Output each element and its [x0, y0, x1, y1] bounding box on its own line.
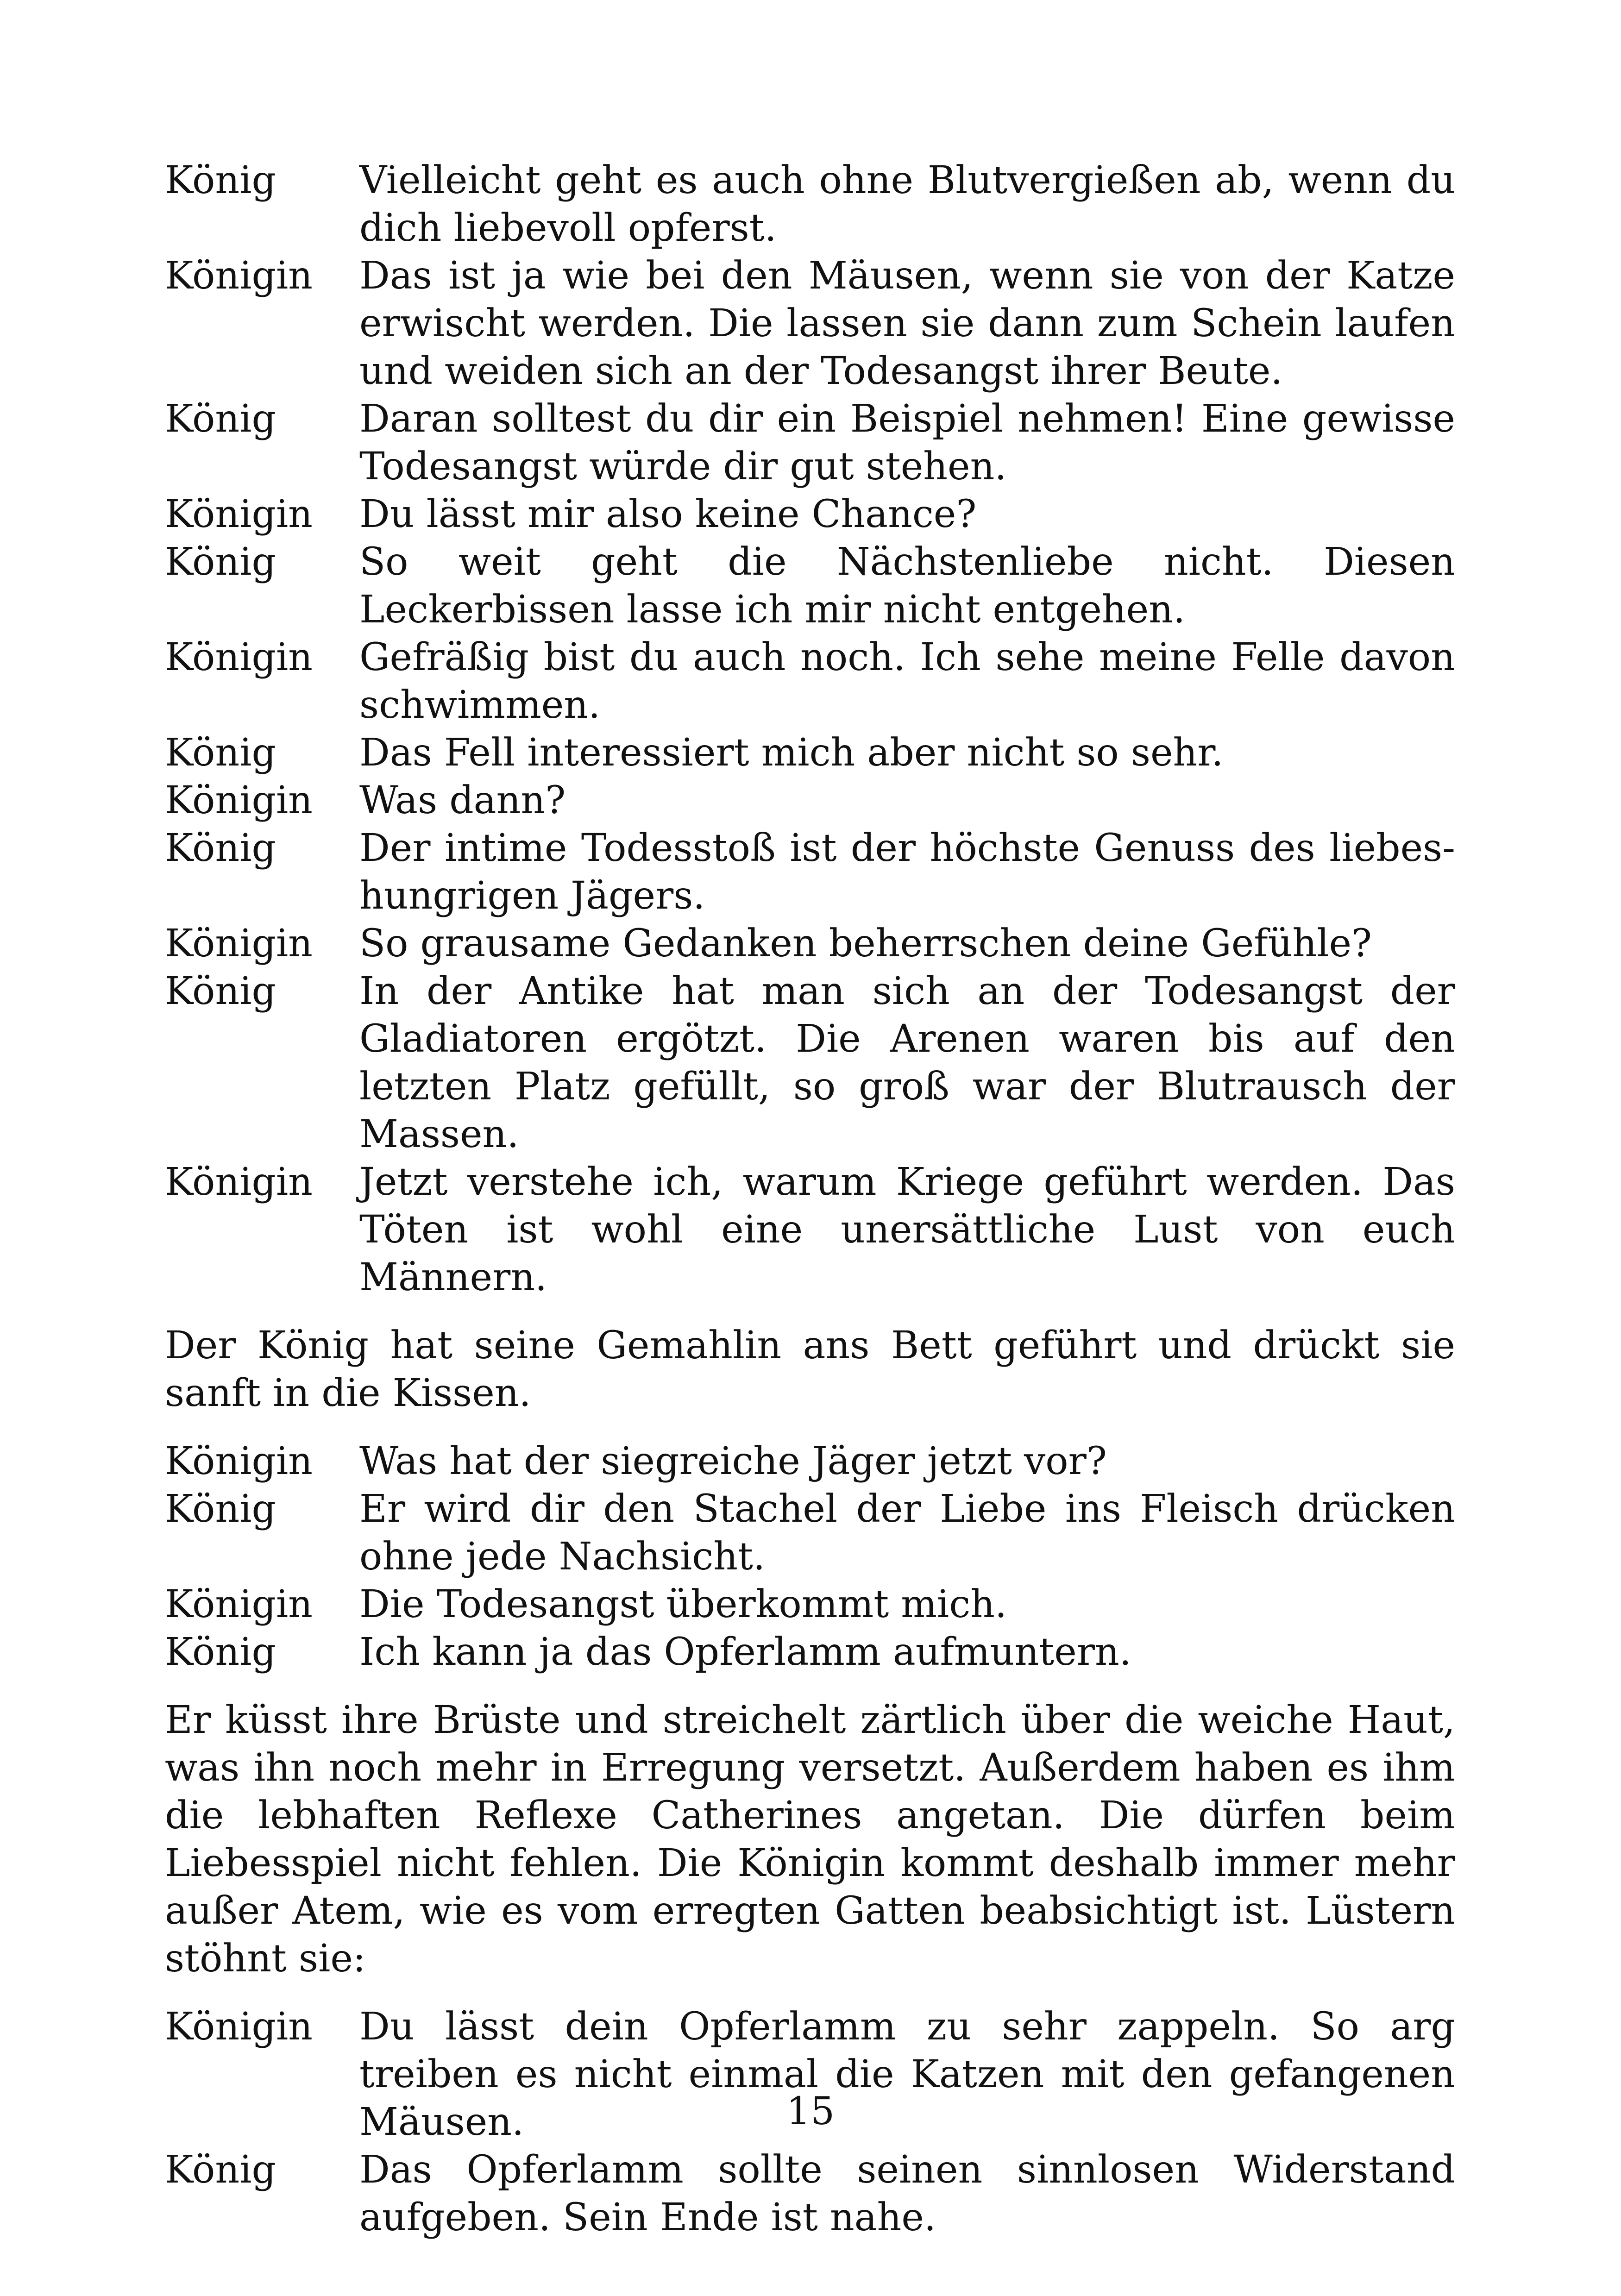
speaker-name: Königin [165, 922, 313, 966]
speaker-name: Königin [165, 778, 313, 822]
speaker-name: Königin [165, 1582, 313, 1626]
speech-text: Die Todesangst überkommt mich. [359, 1582, 1007, 1626]
speech-text: Das Opferlamm sollte seinen sinnlosen Widerstand aufgeben. Sein Ende ist nahe. [359, 2148, 1455, 2240]
speaker-name: König [165, 1630, 276, 1674]
speaker-name: Königin [165, 1439, 313, 1483]
speaker-name: Königin [165, 635, 313, 679]
dialogue-line [165, 1628, 1455, 1676]
page-number: 15 [786, 2089, 835, 2133]
speaker-name: Königin [165, 2005, 313, 2049]
speech-text: Das Fell interessiert mich aber nicht so sehr. [359, 731, 1224, 775]
speaker-name: König [165, 540, 276, 584]
speaker-name: Königin [165, 254, 313, 298]
speaker-name: König [165, 731, 276, 775]
dialogue-line [165, 967, 1455, 1158]
speech-text: Du lässt dein Opferlamm zu sehr zappeln. So arg treiben es nicht einmal die Katzen mit den gefangenen Mäusen. [359, 2005, 1455, 2144]
dialogue-line [165, 1581, 1455, 1628]
dialogue-block-2 [165, 1437, 1455, 1676]
dialogue-line [165, 824, 1455, 920]
paragraph-spacer [165, 1417, 1455, 1437]
dialogue-line [165, 777, 1455, 824]
speech-text: Gefräßig bist du auch noch. Ich sehe meine Felle davon schwimmen. [359, 635, 1455, 727]
narration-paragraph: Er küsst ihre Brüste und streichelt zärtlich über die weiche Haut, was ihn noch mehr in Erregung versetzt. Außerdem haben es ihm die lebhaften Reflexe Catherines angetan. Die dürfen beim Liebesspiel nicht fehlen. Die Königin kommt deshalb immer mehr außer Atem, wie es vom erregten Gatten beabsichtigt ist. Lüstern stöhnt sie: [165, 1698, 1455, 1981]
dialogue-block-1 [165, 157, 1455, 1301]
speaker-name: Königin [165, 492, 313, 536]
page-body [165, 157, 1455, 2241]
speaker-name: König [165, 1487, 276, 1531]
dialogue-line [165, 538, 1455, 634]
speech-text: So grausame Gedanken beherrschen deine Gefühle? [359, 922, 1372, 966]
dialogue-line [165, 729, 1455, 777]
dialogue-line [165, 395, 1455, 490]
paragraph-spacer [165, 1982, 1455, 2003]
dialogue-line [165, 1437, 1455, 1485]
speaker-name: König [165, 397, 276, 441]
speaker-name: König [165, 969, 276, 1013]
speech-text: Was hat der siegreiche Jäger jetzt vor? [359, 1439, 1107, 1483]
speaker-name: König [165, 158, 276, 202]
dialogue-line [165, 1485, 1455, 1581]
dialogue-line [165, 490, 1455, 538]
speech-text: Ich kann ja das Opferlamm aufmuntern. [359, 1630, 1131, 1674]
paragraph-spacer [165, 1301, 1455, 1322]
speech-text: Er wird dir den Stachel der Liebe ins Fleisch drücken ohne jede Nachsicht. [359, 1487, 1455, 1579]
dialogue-line [165, 634, 1455, 729]
speaker-name: König [165, 2148, 276, 2192]
narration-paragraph: Der König hat seine Gemahlin ans Bett geführt und drückt sie sanft in die Kissen. [165, 1324, 1455, 1415]
speech-text: In der Antike hat man sich an der Todesangst der Gladiatoren ergötzt. Die Arenen waren bis auf den letzten Platz gefüllt, so groß war der Blutrausch der Massen. [359, 969, 1455, 1156]
speech-text: Vielleicht geht es auch ohne Blutvergießen ab, wenn du dich liebevoll opferst. [359, 158, 1455, 250]
speech-text: Der intime Todesstoß ist der höchste Genuss des liebeshungrigen Jägers. [359, 826, 1455, 918]
speech-text: Du lässt mir also keine Chance? [359, 492, 977, 536]
speaker-name: Königin [165, 1160, 313, 1204]
speech-text: Was dann? [359, 778, 566, 822]
dialogue-line [165, 252, 1455, 395]
dialogue-line [165, 1158, 1455, 1301]
speech-text: Daran solltest du dir ein Beispiel nehmen! Eine gewisse Todesangst würde dir gut stehen. [359, 397, 1455, 489]
speech-text: Das ist ja wie bei den Mäusen, wenn sie von der Katze erwischt werden. Die lassen sie dann zum Schein laufen und weiden sich an der Todesangst ihrer Beute. [359, 254, 1455, 393]
paragraph-spacer [165, 1676, 1455, 1696]
speech-text: Jetzt verstehe ich, warum Kriege geführt werden. Das Töten ist wohl eine unersättliche Lust von euch Männern. [359, 1160, 1455, 1299]
dialogue-line [165, 157, 1455, 252]
speaker-name: König [165, 826, 276, 870]
speech-text: So weit geht die Nächstenliebe nicht. Diesen Leckerbissen lasse ich mir nicht entgehen. [359, 540, 1455, 632]
dialogue-line [165, 920, 1455, 967]
dialogue-line [165, 2146, 1455, 2241]
